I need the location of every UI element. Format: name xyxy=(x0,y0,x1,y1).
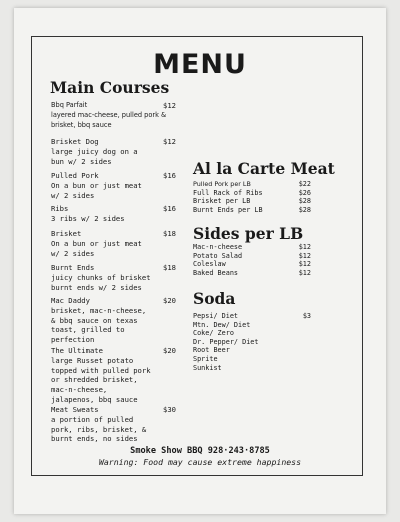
item-price: $20 xyxy=(163,346,176,355)
list-item xyxy=(193,355,311,364)
sides-list xyxy=(193,243,311,277)
item-price: $12 xyxy=(163,101,176,110)
item-name: Coke/ Zero xyxy=(193,329,234,338)
list-item xyxy=(193,338,311,347)
list-item xyxy=(193,346,311,355)
item-price: $16 xyxy=(163,204,176,213)
item-price: $12 xyxy=(298,243,311,251)
item-name: Pepsi/ Diet xyxy=(193,312,239,320)
item-name: Baked Beans xyxy=(193,268,239,277)
item-description: layered mac-cheese, pulled pork & brisket, bbq sauce xyxy=(51,110,167,129)
item-price: $16 xyxy=(163,171,176,180)
item-description: brisket, mac-n-cheese, & bbq sauce on texas toast, grilled to perfection xyxy=(51,305,147,345)
item-price: $12 xyxy=(298,251,311,260)
list-item xyxy=(193,180,311,189)
item-description: juicy chunks of brisket burnt ends w/ 2 sides xyxy=(51,272,151,292)
soda-heading: Soda xyxy=(193,289,236,308)
item-price: $28 xyxy=(298,205,311,214)
a-la-carte-heading: Al la Carte Meat xyxy=(193,159,335,178)
warning-line: Warning: Food may cause extreme happiness xyxy=(98,457,302,467)
menu-item-mac-daddy xyxy=(51,296,177,345)
list-item xyxy=(193,243,311,252)
item-price: $22 xyxy=(298,180,311,188)
item-name: Sprite xyxy=(193,354,218,363)
sides-heading: Sides per LB xyxy=(193,224,304,243)
item-name: Brisket per LB xyxy=(193,197,251,206)
item-price: $12 xyxy=(298,268,311,277)
item-name: Coleslaw xyxy=(193,260,226,269)
menu-item-pulled-pork xyxy=(51,171,177,200)
list-item xyxy=(193,312,311,321)
menu-item-ribs xyxy=(51,204,177,224)
list-item xyxy=(193,364,311,373)
item-name: Mac Daddy xyxy=(51,296,90,305)
menu-item-brisket xyxy=(51,229,177,258)
item-description: On a bun or just meat w/ 2 sides xyxy=(51,238,142,258)
a-la-carte-list xyxy=(193,180,311,214)
item-name: Sunkist xyxy=(193,363,222,372)
menu-item-burnt-ends xyxy=(51,263,177,292)
list-item xyxy=(193,269,311,278)
list-item xyxy=(193,189,311,198)
item-price: $28 xyxy=(298,197,311,206)
item-name: Burnt Ends xyxy=(51,263,95,272)
item-description: 3 ribs w/ 2 sides xyxy=(51,213,125,223)
item-name: Brisket Dog xyxy=(51,137,99,146)
list-item xyxy=(193,252,311,261)
menu-item-the-ultimate xyxy=(51,346,177,405)
item-name: Meat Sweats xyxy=(51,405,99,414)
menu-item-bbq-parfait xyxy=(51,101,177,130)
item-price: $18 xyxy=(163,263,176,272)
item-name: Brisket xyxy=(51,229,82,238)
item-name: Potato Salad xyxy=(193,251,243,260)
item-description: large Russet potato topped with pulled pork or shredded brisket, mac-n-cheese, jalapenos, bbq sauce xyxy=(51,355,151,404)
item-name: Pulled Pork xyxy=(51,171,99,180)
item-description: On a bun or just meat w/ 2 sides xyxy=(51,180,142,200)
list-item xyxy=(193,197,311,206)
item-name: Mac-n-cheese xyxy=(193,243,243,251)
soda-price: $3 xyxy=(302,312,311,320)
menu-title: MENU xyxy=(153,49,247,80)
item-price: $18 xyxy=(163,229,176,238)
item-name: The Ultimate xyxy=(51,346,103,355)
item-name: Ribs xyxy=(51,204,69,213)
menu-item-meat-sweats xyxy=(51,405,177,444)
list-item xyxy=(193,260,311,269)
item-name: Bbq Parfait xyxy=(51,101,88,109)
list-item xyxy=(193,206,311,215)
item-description: large juicy dog on a bun w/ 2 sides xyxy=(51,146,138,166)
item-name: Root Beer xyxy=(193,346,230,355)
item-price: $26 xyxy=(298,188,311,197)
item-name: Mtn. Dew/ Diet xyxy=(193,320,251,329)
item-price: $30 xyxy=(163,405,176,414)
item-price: $20 xyxy=(163,296,176,305)
list-item xyxy=(193,321,311,330)
item-price: $12 xyxy=(163,137,176,146)
item-name: Full Rack of Ribs xyxy=(193,188,263,197)
item-name: Burnt Ends per LB xyxy=(193,205,263,214)
main-courses-heading: Main Courses xyxy=(50,78,170,97)
list-item xyxy=(193,329,311,338)
item-name: Dr. Pepper/ Diet xyxy=(193,337,259,346)
soda-list xyxy=(193,312,311,372)
item-name: Pulled Pork per LB xyxy=(193,180,251,188)
contact-line: Smoke Show BBQ 928·243·8785 xyxy=(130,446,270,456)
item-price: $12 xyxy=(298,260,311,269)
menu-item-brisket-dog xyxy=(51,137,177,166)
item-description: a portion of pulled pork, ribs, brisket, & burnt ends, no sides xyxy=(51,414,147,444)
